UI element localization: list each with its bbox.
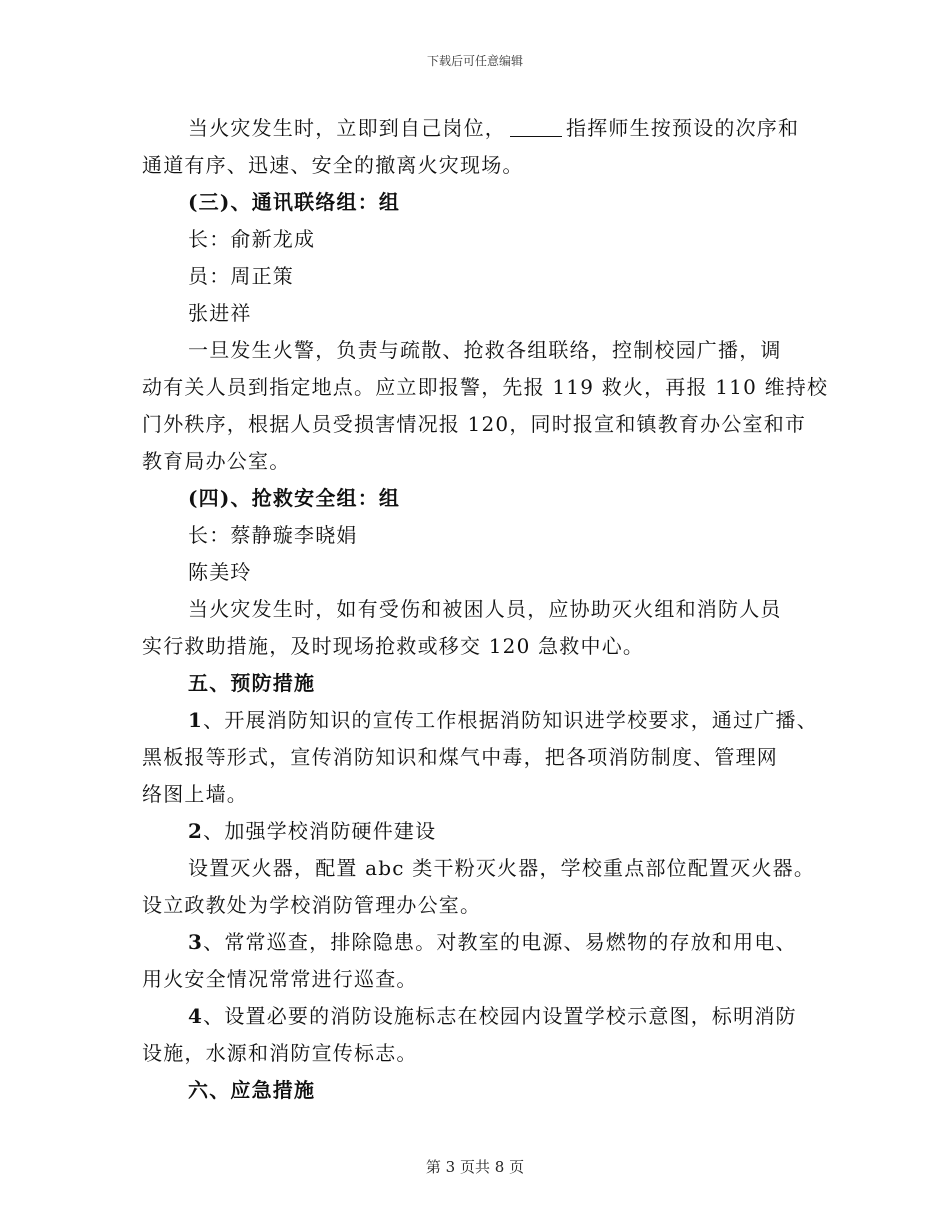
list-item: [142, 702, 818, 739]
paragraph: 长：蔡静璇李晓娟: [188, 523, 358, 547]
paragraph-line: 动有关人员到指定地点。应立即报警，先报 119 救火，再报 110 维持校: [142, 375, 829, 399]
paragraph-line: 用火安全情况常常进行巡查。: [142, 967, 418, 991]
paragraph: [142, 110, 810, 147]
paragraph-line: 通道有序、迅速、安全的撤离火灾现场。: [142, 153, 524, 177]
text: 当火灾发生时，立即到自己岗位，: [188, 116, 506, 140]
heading-text: (三)、通讯联络组：组: [188, 190, 401, 214]
text: 、常常巡查，排除隐患。对教室的电源、易燃物的存放和用电、: [203, 930, 797, 954]
paragraph: 长：俞新龙成: [188, 227, 316, 251]
text: 指挥师生按预设的次序和: [566, 116, 800, 140]
paragraph-line: 实行救助措施，及时现场抢救或移交 120 急救中心。: [142, 634, 645, 658]
item-number: 2: [188, 819, 204, 843]
text: 、设置必要的消防设施标志在校园内设置学校示意图，标明消防: [203, 1004, 797, 1028]
paragraph-line: 门外秩序，根据人员受损害情况报 120，同时报宣和镇教育办公室和市: [142, 412, 807, 436]
page-header: 下载后可任意编辑: [426, 54, 523, 68]
item-number: 4: [188, 1004, 204, 1028]
heading-text: 六、应急措施: [188, 1078, 316, 1102]
page-footer: 第 3 页共 8 页: [425, 1158, 525, 1176]
paragraph: 陈美玲: [188, 560, 252, 584]
paragraph: 当火灾发生时，如有受伤和被困人员，应协助灭火组和消防人员: [188, 597, 782, 621]
text: 、加强学校消防硬件建设: [203, 819, 437, 843]
document-body: [142, 110, 829, 1109]
heading-text: 五、预防措施: [188, 671, 316, 695]
paragraph-line: 设立政教处为学校消防管理办公室。: [142, 893, 482, 917]
fill-blank: [510, 114, 562, 137]
paragraph-line: 络图上墙。: [142, 782, 248, 806]
paragraph: 一旦发生火警，负责与疏散、抢救各组联络，控制校园广播，调: [188, 338, 782, 362]
paragraph: 张进祥: [188, 301, 252, 325]
section-heading: [142, 184, 810, 221]
text: 、开展消防知识的宣传工作根据消防知识进学校要求，通过广播、: [203, 708, 818, 732]
list-item: [142, 813, 810, 850]
paragraph-line: 设施，水源和消防宣传标志。: [142, 1041, 418, 1065]
paragraph: 员：周正策: [188, 264, 294, 288]
section-heading: [142, 1072, 810, 1109]
paragraph-line: 教育局办公室。: [142, 449, 291, 473]
paragraph: 设置灭火器，配置 abc 类干粉灭火器，学校重点部位配置灭火器。: [188, 856, 816, 880]
section-heading: [142, 480, 810, 517]
heading-text: (四)、抢救安全组：组: [188, 486, 401, 510]
paragraph-line: 黑板报等形式，宣传消防知识和煤气中毒，把各项消防制度、管理网: [142, 745, 778, 769]
list-item: [142, 998, 810, 1035]
list-item: [142, 924, 810, 961]
section-heading: [142, 665, 810, 702]
item-number: 3: [188, 930, 204, 954]
item-number: 1: [188, 708, 204, 732]
